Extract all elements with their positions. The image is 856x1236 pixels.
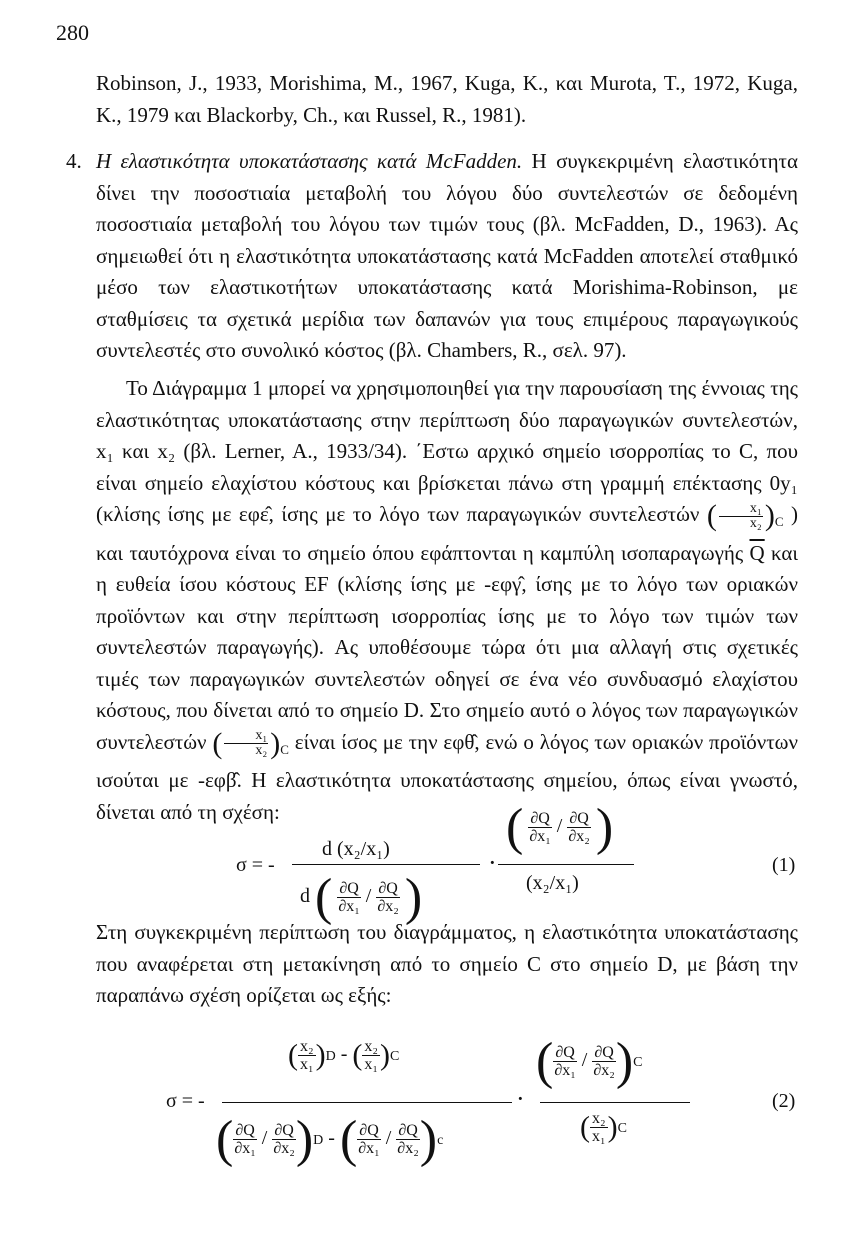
eq2-d-dQ-2: ∂Q [274, 1122, 294, 1139]
eq1-slash-2: / [556, 815, 563, 838]
item-body: Η συγκεκριμένη ελαστικότητα δίνει την ποσοστιαία μεταβολή του λόγου δύο συντελεστών σε δεδομένη ποσοστιαία μεταβολή του λόγου των τιμών τους (βλ. McFadden, D., 1963). Ας σημειωθεί ότι η ελαστικότητα υποκατάστασης κατά McFadden αποτελεί σταθμικό μέσο των ελαστικοτήτων υποκατάστασης κατά Morishima-Robinson, με σταθμίσεις τα σχετικά μερίδια των δαπανών για τους επιμέρους παραγωγικούς συντελεστές στο συνολικό κόστος (βλ. Chambers, R., σελ. 97). [96, 149, 798, 362]
eq2-r-dx1: ∂x₁ [554, 1062, 576, 1079]
eq1-numerator: d (x₂/x₁) [322, 838, 390, 860]
frac-denominator: x₂ [749, 515, 762, 531]
ratio-x1-x2-c: ( $\frac{\text{x₁}}{\text{x₂}}$ )$_C$ [706, 499, 784, 533]
eq2-rd-sub-C: C [617, 1121, 627, 1137]
eq1-den-dx1: ∂x₁ [338, 898, 360, 915]
eq2-n-x1-C: x₁ [364, 1056, 378, 1073]
diagram-text-2: ) και ταυτόχρονα είναι το σημείο όπου εφάπτονται η καμπύλη ισοπαραγωγής [96, 502, 798, 565]
eq2-d-dx1-2: ∂x₁ [358, 1140, 380, 1157]
eq2-d-dQ-1: ∂Q [235, 1122, 255, 1139]
references-continuation: Robinson, J., 1933, Morishima, M., 1967, Kuga, K., και Murota, T., 1972, Kuga, K., 1979 και Blackorby, Ch., και Russel, R., 1981). [96, 71, 798, 127]
eq1-label: (1) [772, 854, 796, 876]
eq2-slash-1: / [261, 1127, 268, 1150]
frac-subscript: C [280, 741, 289, 757]
eq2-fraction-bar [222, 1102, 512, 1103]
equation-2 [96, 1033, 816, 1170]
frac-subscript: C [774, 514, 784, 530]
eq1-den-dQ-1: ∂Q [339, 880, 359, 897]
eq2-denominator: ( $\frac{\partial Q}{\text{∂x₁}}$ / $\frac{\partial Q}{\text{∂x₂}}$ )D - ( $\frac{\partial Q}{\text{∂x₁}}$ / $\frac{\partial Q}{\text{∂x₂}}$ )c [216, 1111, 444, 1168]
eq1-fraction-bar-2 [498, 864, 634, 865]
eq1-num-dx1: ∂x₁ [529, 828, 551, 845]
eq1-num-dx2: ∂x₂ [568, 828, 590, 845]
eq1-num-dQ-2: ∂Q [569, 810, 589, 827]
frac-denominator: x₂ [255, 743, 268, 759]
eq2-d-dx2-2: ∂x₂ [397, 1140, 419, 1157]
eq2-den-sub-c: c [437, 1133, 444, 1149]
eq2-d-dQ-4: ∂Q [398, 1122, 418, 1139]
eq2-d-dx2-1: ∂x₂ [273, 1140, 295, 1157]
ratio-x1-x2-c-2: ( $\frac{\text{x₁}}{\text{x₂}}$ )$_C$ [212, 726, 289, 760]
eq2-dot: · [516, 1084, 525, 1113]
diagram-text-4: είναι ίσος με την εφθ̂, ενώ ο λόγος των οριακών προϊόντων ισούται με -εφβ̂. Η ελαστικότητα υποκατάστασης σημείου, όπως είναι γνωστό, δίνεται από τη σχέση: [96, 729, 798, 824]
eq2-numerator: ( $\frac{\text{x₂}}{\text{x₁}}$ )D - ( $\frac{\text{x₂}}{\text{x₁}}$ )C [288, 1038, 400, 1073]
eq2-r-sub-C: C [633, 1055, 643, 1071]
eq2-minus-2: - [328, 1127, 335, 1150]
current-case-paragraph: Στη συγκεκριμένη περίπτωση του διαγράμματος, η ελαστικότητα υποκατάστασης που αναφέρεται στη μετακίνηση από το σημείο C στο σημείο D, με βάση την παραπάνω σχέση ορίζεται ως εξής: [96, 920, 798, 1007]
eq1-dot: · [488, 848, 497, 877]
eq1-denominator: d ( $\frac{\partial Q}{\text{∂x₁}}$ / $\frac{\partial Q}{\text{∂x₂}}$ ) [300, 869, 423, 926]
item-title: Η ελαστικότητα υποκατάστασης κατά McFadden. [96, 149, 523, 173]
eq2-label: (2) [772, 1090, 796, 1112]
eq2-den-sub-D: D [313, 1133, 324, 1149]
isoquant-q: $\overline{Q}$ [749, 540, 765, 565]
page-number: 280 [56, 20, 89, 45]
eq2-r-dQ-2: ∂Q [594, 1044, 614, 1061]
item-number: 4. [66, 149, 82, 173]
eq2-n-x2-D: x₂ [300, 1038, 314, 1055]
eq2-r-dQ-1: ∂Q [555, 1044, 575, 1061]
eq2-d-dQ-3: ∂Q [359, 1122, 379, 1139]
frac-numerator: x₁ [224, 729, 268, 744]
eq2-slash-2: / [385, 1127, 392, 1150]
eq1-den-dx2: ∂x₂ [377, 898, 399, 915]
eq2-r-dx2: ∂x₂ [593, 1062, 615, 1079]
eq2-sub-D: D [325, 1049, 336, 1065]
eq2-minus: - [340, 1043, 348, 1066]
section-4-paragraph [66, 146, 798, 367]
eq1-slash: / [365, 885, 372, 908]
frac-numerator: x₁ [719, 502, 763, 517]
eq1-den-dQ-2: ∂Q [378, 880, 398, 897]
eq2-sigma: σ = - [166, 1090, 205, 1112]
eq2-right-numerator: ( $\frac{\partial Q}{\text{∂x₁}}$ / $\frac{\partial Q}{\text{∂x₂}}$ )C [536, 1033, 643, 1090]
eq2-r-slash: / [581, 1049, 588, 1072]
eq2-rd-x1: x₁ [592, 1128, 606, 1145]
eq1-right-numerator: ( $\frac{\partial Q}{\text{∂x₁}}$ / $\frac{\partial Q}{\text{∂x₂}}$ ) [506, 799, 614, 856]
eq2-d-dx1-1: ∂x₁ [234, 1140, 256, 1157]
eq1-sigma: σ = - [236, 854, 275, 876]
eq2-rd-x2: x₂ [592, 1110, 606, 1127]
eq2-fraction-bar-2 [540, 1102, 690, 1103]
diagram-text-1: Το Διάγραμμα 1 μπορεί να χρησιμοποιηθεί για την παρουσίαση της έννοιας της ελαστικότητας υποκατάστασης στην περίπτωση δύο παραγωγικών συντελεστών, x₁ και x₂ (βλ. Lerner, A., 1933/34). ΄Εστω αρχικό σημείο ισορροπίας το C, που είναι σημείο ελαχίστου κόστους και βρίσκεται πάνω στη γραμμή επέκτασης 0y₁ (κλίσης ίσης με εφε̂, ίσης με το λόγο των παραγωγικών συντελεστών [96, 376, 798, 526]
diagram-text-3: και η ευθεία ίσου κόστους EF (κλίσης ίσης με -εφγ̂, ίσης με το λόγο των οριακών προϊόντων και στην περίπτωση ισορροπίας ίσης με το λόγο των τιμών των συντελεστών παραγωγής). Ας υποθέσουμε τώρα ότι μια αλλαγή στις σχετικές τιμές των παραγωγικών συντελεστών οδηγεί σε ένα νέο συνδυασμό ελαχίστου κόστους, που δίνεται από το σημείο D. Στο σημείο αυτό ο λόγος των παραγωγικών συντελεστών [96, 540, 799, 754]
eq1-d: d [300, 885, 310, 908]
eq2-n-x2-C: x₂ [364, 1038, 378, 1055]
eq1-ratio: (x₂/x₁) [526, 872, 579, 894]
eq1-fraction-bar [292, 864, 480, 865]
eq2-sub-C: C [389, 1049, 400, 1065]
eq1-num-dQ-1: ∂Q [530, 810, 550, 827]
equation-1 [96, 799, 816, 926]
diagram-paragraph [96, 373, 798, 828]
eq2-right-denominator: ( $\frac{\text{x₂}}{\text{x₁}}$ )C [580, 1110, 627, 1145]
eq2-n-x1-D: x₁ [300, 1056, 314, 1073]
